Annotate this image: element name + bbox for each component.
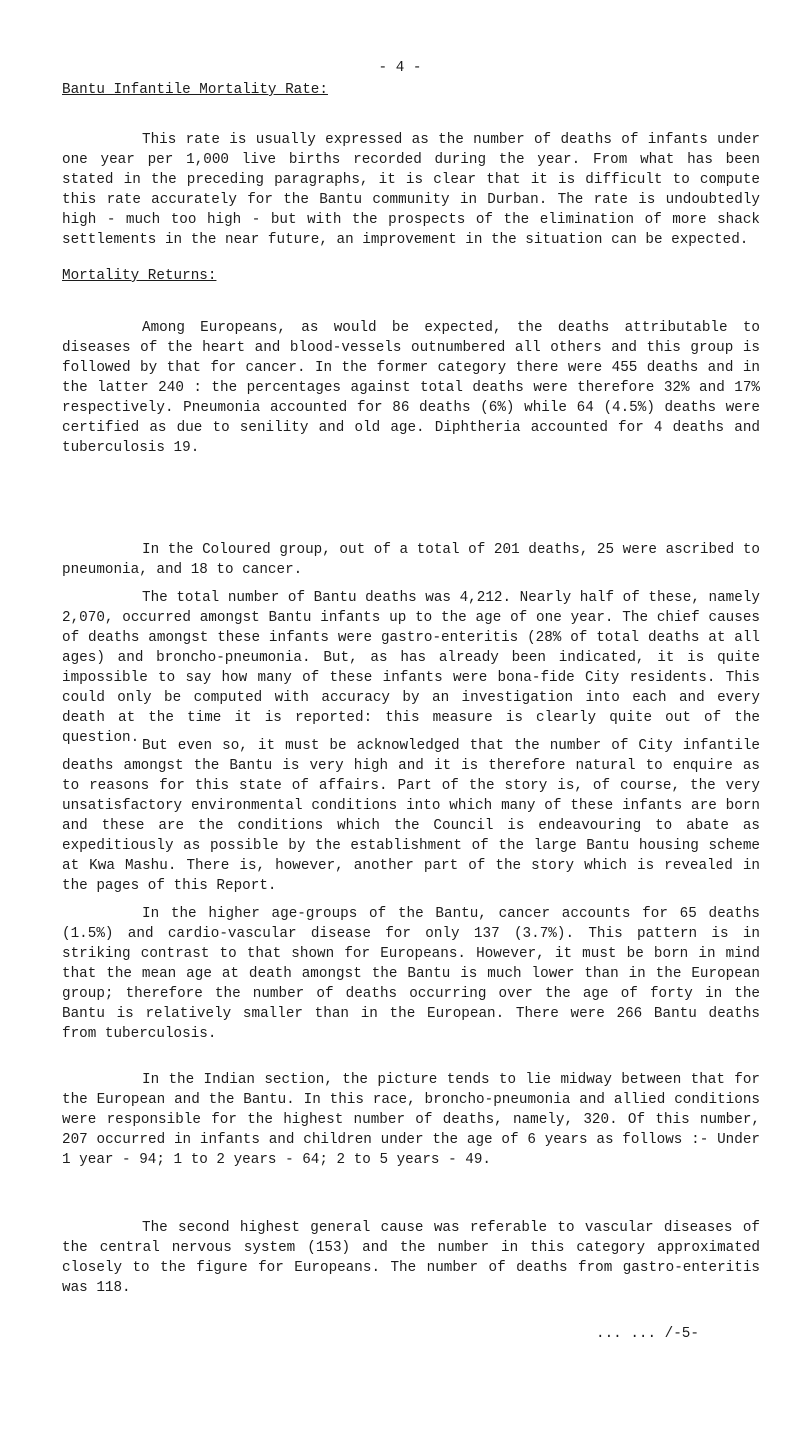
paragraph-coloured-group: In the Coloured group, out of a total of 201 deaths, 25 were ascribed to pneumonia, and 18 to cancer.	[62, 542, 760, 578]
paragraph-indian-section: In the Indian section, the picture tends to lie midway between that for the European and the Bantu. In this race, broncho-pneumonia and allied conditions were responsible for the highest number of deaths, namely, 320. Of this number, 207 occurred in infants and children under the age of 6 years as follows :- Under 1 year - 94; 1 to 2 years - 64; 2 to 5 years - 49.	[62, 1072, 760, 1168]
paragraph-bantu-deaths: The total number of Bantu deaths was 4,212. Nearly half of these, namely 2,070, occurred amongst Bantu infants up to the age of one year. The chief causes of deaths amongst these infants were gastro-enteritis (28% of total deaths at all ages) and broncho-pneumonia. But, as has already been indicated, it is quite impossible to say how many of these infants were bona-fide City residents. This could only be computed with accuracy by an investigation into each and every death at the time it is reported: this measure is clearly quite out of the question.	[62, 590, 760, 746]
continuation-marker: ... ... /-5-	[596, 1326, 699, 1342]
paragraph-bantu-higher-age-groups: In the higher age-groups of the Bantu, cancer accounts for 65 deaths (1.5%) and cardio-vascular disease for only 137 (3.7%). This pattern is in striking contrast to that shown for Europeans. However, it must be born in mind that the mean age at death amongst the Bantu is much lower than in the European group; therefore the number of deaths occurring over the age of forty in the Bantu is relatively smaller than in the European. There were 266 Bantu deaths from tuberculosis.	[62, 906, 760, 1042]
paragraph-city-infantile-deaths: But even so, it must be acknowledged that the number of City infantile deaths amongst the Bantu is very high and it is therefore natural to enquire as to reasons for this state of affairs. Part of the story is, of course, the very unsatisfactory environmental conditions into which many of these infants are born and these are the conditions which the Council is endeavouring to abate as expeditiously as possible by the establishment of the large Bantu housing scheme at Kwa Mashu. There is, however, another part of the story which is revealed in the pages of this Report.	[62, 738, 760, 894]
paragraph-infantile-mortality-rate: This rate is usually expressed as the number of deaths of infants under one year per 1,000 live births recorded during the year. From what has been stated in the preceding paragraphs, it is clear that it is difficult to compute this rate accurately for the Bantu community in Durban. The rate is undoubtedly high - much too high - but with the prospects of the elimination of more shack settlements in the near future, an improvement in the situation can be expected.	[62, 132, 760, 248]
heading-bantu-infantile-mortality-rate: Bantu Infantile Mortality Rate:	[62, 82, 328, 98]
page-number: - 4 -	[378, 60, 422, 76]
heading-mortality-returns: Mortality Returns:	[62, 268, 217, 284]
paragraph-europeans: Among Europeans, as would be expected, the deaths attributable to diseases of the heart and blood-vessels outnumbered all others and this group is followed by that for cancer. In the former category there were 455 deaths and in the latter 240 : the percentages against total deaths were therefore 32% and 17% respectively. Pneumonia accounted for 86 deaths (6%) while 64 (4.5%) deaths were certified as due to senility and old age. Diphtheria accounted for 4 deaths and tuberculosis 19.	[62, 320, 760, 456]
paragraph-second-highest-cause: The second highest general cause was referable to vascular diseases of the central nervous system (153) and the number in this category approximated closely to the figure for Europeans. The number of deaths from gastro-enteritis was 118.	[62, 1220, 760, 1296]
